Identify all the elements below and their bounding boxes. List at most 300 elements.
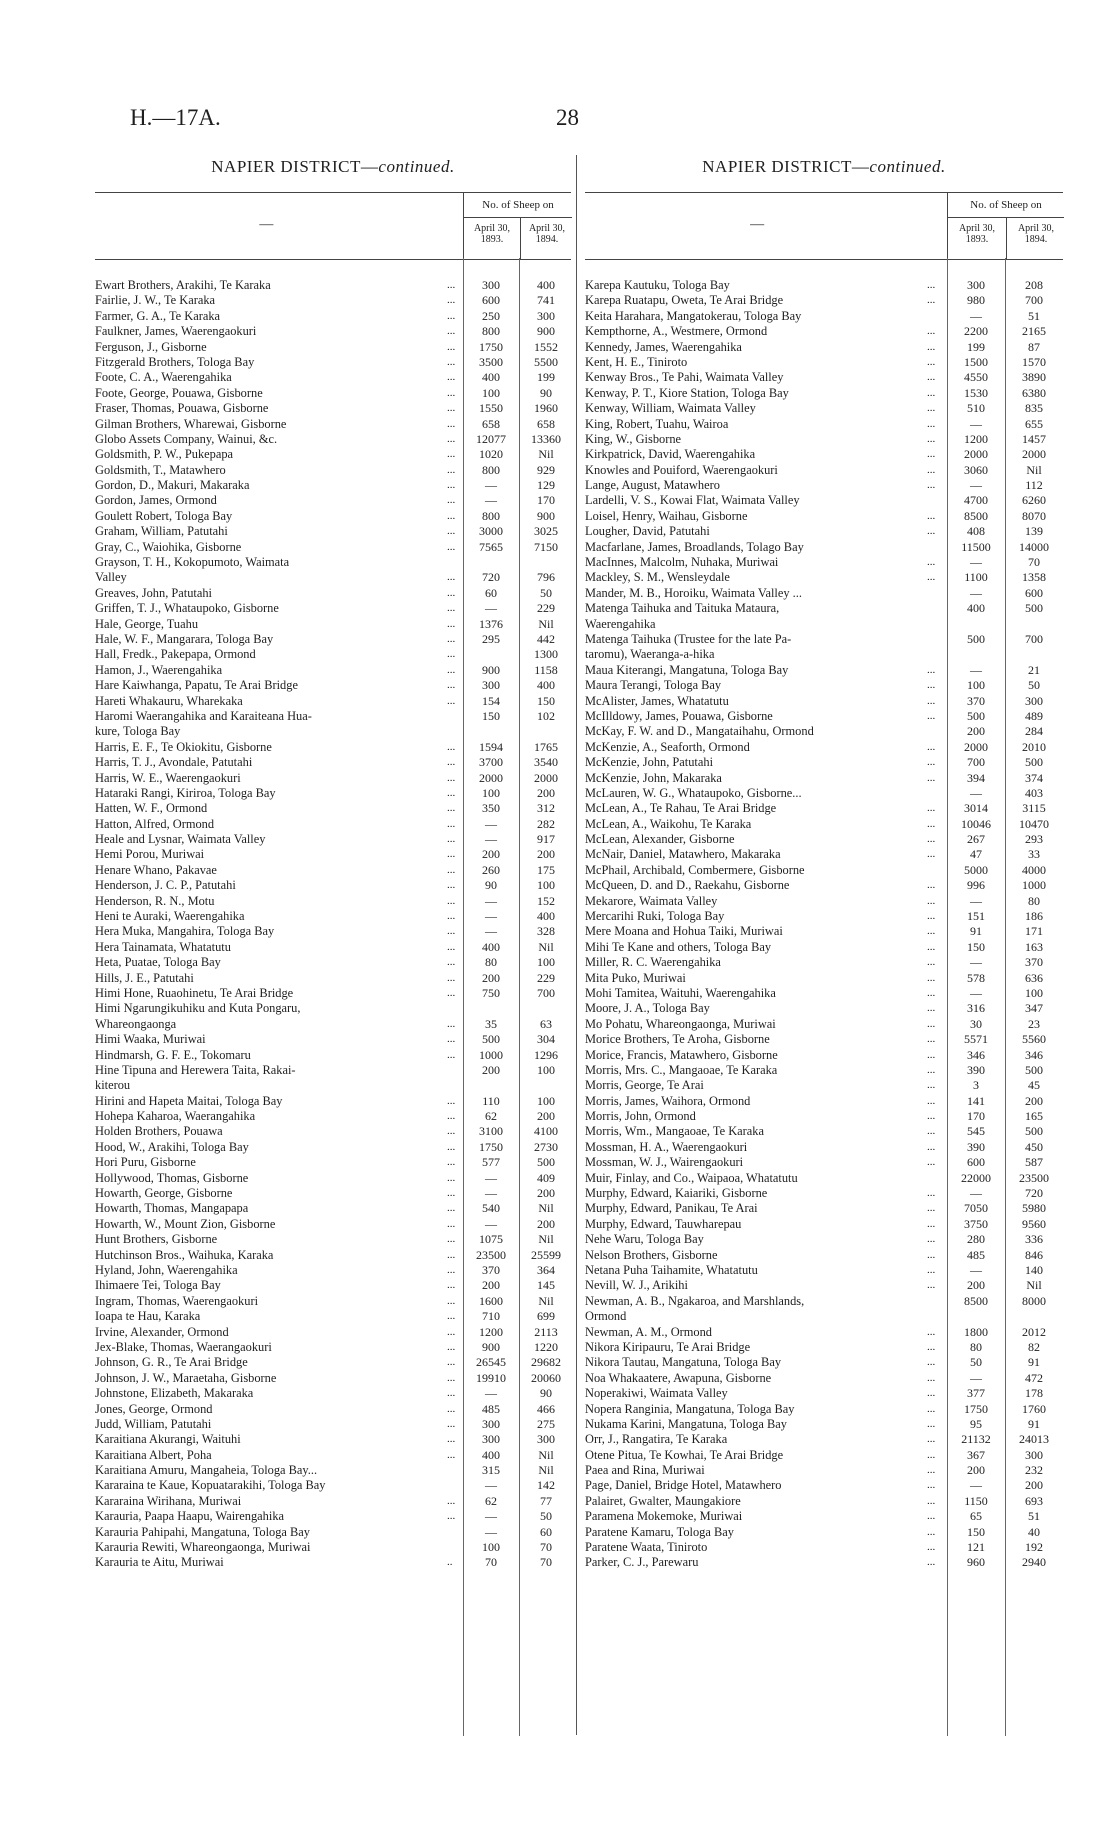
sheep-1893: 280 bbox=[967, 1232, 985, 1247]
sheep-1893: 65 bbox=[970, 1509, 982, 1524]
owner-name: Nikora Kiripauru, Te Arai Bridge bbox=[585, 1339, 751, 1354]
owner-name: Hollywood, Thomas, Gisborne bbox=[95, 1170, 249, 1185]
sheep-1894: 500 bbox=[1025, 601, 1043, 616]
table-row bbox=[95, 1540, 571, 1555]
leader-dots: ... bbox=[927, 571, 936, 584]
sheep-1893: — bbox=[485, 1386, 497, 1401]
sheep-1894: 374 bbox=[1025, 770, 1043, 785]
table-row bbox=[585, 1048, 1063, 1063]
table-row bbox=[95, 617, 571, 632]
owner-name: Hemi Porou, Muriwai bbox=[95, 847, 205, 862]
sheep-1894: 312 bbox=[537, 801, 555, 816]
table-row bbox=[585, 1494, 1063, 1509]
owner-name: McPhail, Archibald, Combermere, Gisborne bbox=[585, 862, 805, 877]
sheep-1893: 370 bbox=[482, 1263, 500, 1277]
table-row bbox=[585, 386, 1063, 401]
owner-name: Ingram, Thomas, Waerengaokuri bbox=[95, 1293, 259, 1308]
owner-name: McIlldowy, James, Pouawa, Gisborne bbox=[585, 708, 773, 723]
sheep-1894: 699 bbox=[537, 1309, 555, 1324]
owner-name: Netana Puha Taihamite, Whatatutu bbox=[585, 1263, 758, 1277]
leader-dots: ... bbox=[447, 1264, 456, 1276]
sheep-1894: 229 bbox=[537, 970, 555, 985]
table-row bbox=[585, 1555, 1063, 1570]
owner-name: Foote, George, Pouawa, Gisborne bbox=[95, 385, 263, 400]
owner-name: Howarth, Thomas, Mangapapa bbox=[95, 1201, 249, 1216]
sheep-1893: 394 bbox=[967, 770, 985, 785]
table-row bbox=[585, 617, 1063, 632]
sheep-1894: 364 bbox=[537, 1263, 555, 1277]
table-row bbox=[585, 570, 1063, 585]
sheep-1893: — bbox=[970, 585, 982, 600]
leader-dots: ... bbox=[447, 525, 456, 538]
sheep-1893: 4700 bbox=[964, 493, 988, 508]
sheep-1893: 60 bbox=[485, 585, 497, 600]
owner-name: Karauria Pahipahi, Mangatuna, Tologa Bay bbox=[95, 1524, 310, 1539]
leader-dots: ... bbox=[927, 340, 936, 353]
sheep-1894: 1760 bbox=[1022, 1401, 1046, 1416]
table-row bbox=[585, 1340, 1063, 1355]
owner-name: Kararaina Wirihana, Muriwai bbox=[95, 1493, 242, 1508]
leader-dots: ... bbox=[447, 479, 456, 492]
table-row bbox=[95, 1555, 571, 1570]
owner-name: Nevill, W. J., Arikihi bbox=[585, 1278, 688, 1293]
sheep-1894: 63 bbox=[540, 1016, 552, 1031]
sheep-1893: — bbox=[970, 785, 982, 800]
sheep-1893: 22000 bbox=[961, 1170, 991, 1185]
sheep-1893: 900 bbox=[482, 1339, 500, 1354]
table-row bbox=[95, 1140, 571, 1155]
table-row bbox=[95, 909, 571, 924]
table-row bbox=[585, 524, 1063, 539]
left-rows bbox=[95, 278, 571, 1571]
table-row bbox=[585, 1540, 1063, 1555]
owner-name: Hyland, John, Waerengahika bbox=[95, 1263, 238, 1277]
owner-name: Morice, Francis, Matawhero, Gisborne bbox=[585, 1047, 778, 1062]
owner-name: Newman, A. B., Ngakaroa, and Marshlands, bbox=[585, 1293, 805, 1308]
sheep-1893: — bbox=[485, 493, 497, 508]
sheep-1894: 2010 bbox=[1022, 739, 1046, 754]
sheep-1893: 485 bbox=[482, 1401, 500, 1416]
sheep-1894: 336 bbox=[1025, 1232, 1043, 1247]
leader-dots: ... bbox=[927, 986, 936, 999]
leader-dots: ... bbox=[447, 1202, 456, 1215]
sheep-1894: 400 bbox=[537, 278, 555, 292]
leader-dots: .. bbox=[447, 1556, 453, 1569]
table-row bbox=[585, 709, 1063, 724]
table-row bbox=[95, 740, 571, 755]
leader-dots: ... bbox=[447, 894, 456, 907]
sheep-1893: 750 bbox=[482, 985, 500, 1000]
owner-name: McKay, F. W. and D., Mangataihahu, Ormond bbox=[585, 724, 814, 739]
table-row bbox=[95, 1248, 571, 1263]
sheep-1894: Nil bbox=[538, 616, 554, 631]
table-row bbox=[585, 863, 1063, 878]
sheep-1894: 40 bbox=[1028, 1524, 1040, 1539]
leader-dots: ... bbox=[927, 740, 936, 753]
leader-dots: ... bbox=[447, 294, 456, 307]
sheep-1893: 10046 bbox=[961, 816, 991, 831]
sheep-1893: 577 bbox=[482, 1155, 500, 1170]
sheep-1894: 1158 bbox=[534, 662, 558, 677]
sheep-1894: 50 bbox=[1028, 678, 1040, 693]
sheep-1894: 1570 bbox=[1022, 354, 1046, 369]
leader-dots: ... bbox=[927, 940, 936, 953]
sheep-1894: 1296 bbox=[534, 1047, 558, 1062]
sheep-1893: 3500 bbox=[479, 354, 503, 369]
owner-name: Muir, Finlay, and Co., Waipaoa, Whatatutu bbox=[585, 1170, 798, 1185]
table-row bbox=[585, 1140, 1063, 1155]
table-row bbox=[585, 340, 1063, 355]
sheep-1894: 200 bbox=[537, 1186, 555, 1201]
owner-name: McLean, A., Waikohu, Te Karaka bbox=[585, 816, 752, 831]
table-row bbox=[95, 1186, 571, 1201]
owner-name: Hine Tipuna and Herewera Taita, Rakai- bbox=[95, 1062, 296, 1077]
table-row bbox=[585, 663, 1063, 678]
sheep-1894: 282 bbox=[537, 816, 555, 831]
sheep-1894: 370 bbox=[1025, 955, 1043, 970]
sheep-1894: 2113 bbox=[534, 1324, 558, 1339]
table-row bbox=[585, 1032, 1063, 1047]
owner-name: Morris, George, Te Arai bbox=[585, 1078, 704, 1093]
sheep-1893: 300 bbox=[482, 1416, 500, 1431]
name-column-header: — bbox=[750, 217, 765, 232]
leader-dots: ... bbox=[447, 879, 456, 892]
table-row bbox=[95, 586, 571, 601]
owner-name: Mita Puko, Muriwai bbox=[585, 970, 686, 985]
sheep-1893: 260 bbox=[482, 862, 500, 877]
sheep-1893: 390 bbox=[967, 1062, 985, 1077]
leader-dots: ... bbox=[447, 1156, 456, 1169]
table-row bbox=[95, 309, 571, 324]
table-row bbox=[585, 493, 1063, 508]
sheep-1894: 6260 bbox=[1022, 493, 1046, 508]
leader-dots: ... bbox=[927, 679, 936, 692]
table-row bbox=[95, 1309, 571, 1324]
sheep-1894: 150 bbox=[537, 693, 555, 708]
leader-dots: ... bbox=[447, 540, 456, 553]
sheep-1894: 2730 bbox=[534, 1139, 558, 1154]
leader-dots: ... bbox=[927, 709, 936, 722]
table-row bbox=[95, 509, 571, 524]
table-row bbox=[95, 1048, 571, 1063]
sheep-1894: 142 bbox=[537, 1478, 555, 1493]
sheep-1893: 370 bbox=[967, 693, 985, 708]
table-row bbox=[585, 847, 1063, 862]
table-row bbox=[585, 278, 1063, 293]
leader-dots: ... bbox=[927, 1417, 936, 1430]
sheep-1893: 400 bbox=[482, 1447, 500, 1462]
owner-name: Ihimaere Tei, Tologa Bay bbox=[95, 1278, 221, 1293]
sheep-1893: — bbox=[485, 924, 497, 939]
owner-name: Himi Waaka, Muriwai bbox=[95, 1032, 206, 1047]
sheep-1893: 658 bbox=[482, 416, 500, 431]
leader-dots: ... bbox=[927, 1525, 936, 1538]
sheep-1894: 3890 bbox=[1022, 370, 1046, 385]
table-row bbox=[585, 1155, 1063, 1170]
sheep-1893: 400 bbox=[967, 601, 985, 616]
table-row bbox=[585, 447, 1063, 462]
sheep-1893: 19910 bbox=[476, 1370, 506, 1385]
sheep-1893: 367 bbox=[967, 1447, 985, 1462]
sheep-1893: 1800 bbox=[964, 1324, 988, 1339]
sheep-1894: 700 bbox=[537, 985, 555, 1000]
sheep-1894: 655 bbox=[1025, 416, 1043, 431]
leader-dots: ... bbox=[927, 402, 936, 415]
owner-name: Hutchinson Bros., Waihuka, Karaka bbox=[95, 1247, 274, 1262]
sheep-1893: 91 bbox=[970, 924, 982, 939]
table-row bbox=[585, 909, 1063, 924]
sheep-1894: 500 bbox=[537, 1155, 555, 1170]
sheep-1894: 145 bbox=[537, 1278, 555, 1293]
leader-dots: ... bbox=[927, 1556, 936, 1569]
table-row bbox=[585, 601, 1063, 616]
table-row bbox=[585, 463, 1063, 478]
leader-dots: ... bbox=[447, 1294, 456, 1307]
owner-name: Macfarlane, James, Broadlands, Tolago Bay bbox=[585, 539, 804, 554]
sheep-1894: 10470 bbox=[1019, 816, 1049, 831]
sheep-1894: 300 bbox=[537, 1432, 555, 1447]
leader-dots: ... bbox=[447, 1279, 456, 1292]
owner-name: Hills, J. E., Patutahi bbox=[95, 970, 194, 985]
sheep-1893: 100 bbox=[967, 678, 985, 693]
sheep-1893: — bbox=[485, 893, 497, 908]
owner-name: Lardelli, V. S., Kowai Flat, Waimata Valley bbox=[585, 493, 800, 508]
sheep-1894: 200 bbox=[537, 785, 555, 800]
leader-dots: ... bbox=[447, 617, 456, 630]
table-row bbox=[95, 832, 571, 847]
table-row bbox=[95, 647, 571, 662]
table-row bbox=[95, 924, 571, 939]
table-row bbox=[95, 355, 571, 370]
owner-name: Henderson, R. N., Motu bbox=[95, 893, 215, 908]
sheep-1894: 304 bbox=[537, 1032, 555, 1047]
owner-name: Kirkpatrick, David, Waerengahika bbox=[585, 447, 756, 462]
owner-name: Noperakiwi, Waimata Valley bbox=[585, 1386, 728, 1401]
sheep-1893: — bbox=[970, 1370, 982, 1385]
sheep-1894: 2000 bbox=[1022, 447, 1046, 462]
table-row bbox=[585, 1294, 1063, 1309]
sheep-1894: Nil bbox=[538, 1201, 554, 1216]
leader-dots: ... bbox=[927, 1510, 936, 1523]
sheep-1893: 62 bbox=[485, 1109, 497, 1124]
sheep-1893: 1750 bbox=[964, 1401, 988, 1416]
sheep-1893: 800 bbox=[482, 462, 500, 477]
owner-name: Morris, John, Ormond bbox=[585, 1109, 696, 1124]
owner-name: Mohi Tamitea, Waituhi, Waerengahika bbox=[585, 985, 776, 1000]
table-row bbox=[95, 1478, 571, 1493]
table-row bbox=[95, 986, 571, 1001]
page-number: 28 bbox=[556, 105, 579, 130]
leader-dots: ... bbox=[447, 309, 456, 322]
owner-name: Judd, William, Patutahi bbox=[95, 1416, 212, 1431]
owner-name: Paramena Mokemoke, Muriwai bbox=[585, 1509, 743, 1524]
sheep-1894: 400 bbox=[537, 678, 555, 693]
sheep-1894: 29682 bbox=[531, 1355, 561, 1370]
owner-name: Valley bbox=[95, 570, 127, 585]
leader-dots: ... bbox=[447, 1187, 456, 1200]
leader-dots: ... bbox=[447, 1494, 456, 1507]
leader-dots: ... bbox=[927, 1187, 936, 1200]
column-divider bbox=[576, 155, 577, 1735]
sheep-1893: 3014 bbox=[964, 801, 988, 816]
sheep-1894: 3025 bbox=[534, 524, 558, 539]
leader-dots: ... bbox=[927, 1048, 936, 1061]
leader-dots: ... bbox=[927, 956, 936, 969]
owner-name: Howarth, George, Gisborne bbox=[95, 1186, 233, 1201]
table-row bbox=[585, 971, 1063, 986]
sheep-1893: 154 bbox=[482, 693, 500, 708]
table-row bbox=[585, 1232, 1063, 1247]
leader-dots: ... bbox=[447, 1110, 456, 1123]
sheep-1894: 500 bbox=[1025, 755, 1043, 770]
owner-name: Loisel, Henry, Waihau, Gisborne bbox=[585, 508, 748, 523]
table-row bbox=[585, 647, 1063, 662]
owner-name: Goldsmith, T., Matawhero bbox=[95, 462, 226, 477]
table-row bbox=[95, 555, 571, 570]
leader-dots: ... bbox=[927, 1156, 936, 1169]
sheep-1894: 8000 bbox=[1022, 1293, 1046, 1308]
leader-dots: ... bbox=[447, 432, 456, 445]
sheep-1893: 1020 bbox=[479, 447, 503, 462]
sheep-1894: 90 bbox=[540, 385, 552, 400]
owner-name: Jex-Blake, Thomas, Waerangaokuri bbox=[95, 1339, 272, 1354]
sheep-1894: 100 bbox=[537, 1093, 555, 1108]
table-row bbox=[95, 863, 571, 878]
sheep-1893: 200 bbox=[482, 847, 500, 862]
table-row bbox=[95, 1402, 571, 1417]
table-row bbox=[585, 1217, 1063, 1232]
sheep-1894: 5980 bbox=[1022, 1201, 1046, 1216]
owner-name: Ioapa te Hau, Karaka bbox=[95, 1309, 201, 1324]
sheep-1893: 1500 bbox=[964, 354, 988, 369]
table-row bbox=[95, 1078, 571, 1093]
sheep-1893: 62 bbox=[485, 1493, 497, 1508]
owner-name: Page, Daniel, Bridge Hotel, Matawhero bbox=[585, 1478, 782, 1493]
table-row bbox=[95, 601, 571, 616]
leader-dots: ... bbox=[927, 756, 936, 769]
owner-name: McKenzie, John, Patutahi bbox=[585, 755, 714, 770]
table-row bbox=[95, 709, 571, 724]
leader-dots: ... bbox=[927, 1217, 936, 1230]
leader-dots: ... bbox=[447, 802, 456, 815]
leader-dots: ... bbox=[447, 1217, 456, 1230]
leader-dots: ... bbox=[927, 1356, 936, 1369]
owner-name: Kennedy, James, Waerengahika bbox=[585, 339, 742, 354]
sheep-1893: 350 bbox=[482, 801, 500, 816]
leader-dots: ... bbox=[927, 663, 936, 676]
sheep-1894: 1220 bbox=[534, 1339, 558, 1354]
sheep-1894: 200 bbox=[537, 1216, 555, 1231]
owner-name: Lougher, David, Patutahi bbox=[585, 524, 710, 539]
owner-name: Kenway, William, Waimata Valley bbox=[585, 401, 756, 416]
sheep-1893: 1100 bbox=[964, 570, 988, 585]
owner-name: King, Robert, Tuahu, Wairoa bbox=[585, 416, 729, 431]
sheep-1894: 450 bbox=[1025, 1139, 1043, 1154]
sheep-1893: — bbox=[485, 1170, 497, 1185]
table-row bbox=[95, 432, 571, 447]
sheep-1894: Nil bbox=[1026, 1278, 1042, 1293]
sheep-1893: 80 bbox=[970, 1339, 982, 1354]
owner-name: Mekarore, Waimata Valley bbox=[585, 893, 718, 908]
owner-name: Hera Muka, Mangahira, Tologa Bay bbox=[95, 924, 275, 939]
sheep-1894: 232 bbox=[1025, 1463, 1043, 1478]
sheep-1893: 996 bbox=[967, 878, 985, 893]
leader-dots: ... bbox=[447, 509, 456, 522]
table-row bbox=[95, 1463, 571, 1478]
table-row bbox=[585, 1417, 1063, 1432]
table-row bbox=[95, 786, 571, 801]
table-row bbox=[585, 1478, 1063, 1493]
sheep-1893: 47 bbox=[970, 847, 982, 862]
table-row bbox=[585, 1109, 1063, 1124]
sheep-1893: 377 bbox=[967, 1386, 985, 1401]
table-row bbox=[95, 1340, 571, 1355]
leader-dots: ... bbox=[447, 1402, 456, 1415]
leader-dots: ... bbox=[447, 1140, 456, 1153]
owner-name: Karauria Rewiti, Whareongaonga, Muriwai bbox=[95, 1540, 311, 1555]
sheep-1893: 5000 bbox=[964, 862, 988, 877]
table-row bbox=[95, 1201, 571, 1216]
sheep-1894: 80 bbox=[1028, 893, 1040, 908]
right-title: NAPIER DISTRICT—continued. bbox=[702, 157, 946, 176]
leader-dots: ... bbox=[447, 340, 456, 353]
sheep-1894: 112 bbox=[1025, 478, 1043, 493]
owner-name: Mossman, W. J., Wairengaokuri bbox=[585, 1155, 744, 1170]
sheep-1893: 30 bbox=[970, 1016, 982, 1031]
sheep-1894: 82 bbox=[1028, 1339, 1040, 1354]
right-rows bbox=[585, 278, 1063, 1571]
sheep-1893: 150 bbox=[967, 939, 985, 954]
sheep-1894: 129 bbox=[537, 478, 555, 493]
sheep-1894: 900 bbox=[537, 508, 555, 523]
leader-dots: ... bbox=[927, 479, 936, 492]
sheep-1894: 442 bbox=[537, 631, 555, 646]
owner-name: Karaitiana Akurangi, Waituhi bbox=[95, 1432, 241, 1447]
owner-name: Lange, August, Matawhero bbox=[585, 478, 720, 493]
leader-dots: ... bbox=[447, 863, 456, 876]
sheep-1893: 710 bbox=[482, 1309, 500, 1324]
sheep-1893: — bbox=[970, 662, 982, 677]
table-row bbox=[95, 478, 571, 493]
leader-dots: ... bbox=[927, 417, 936, 430]
owner-name: Himi Hone, Ruaohinetu, Te Arai Bridge bbox=[95, 985, 294, 1000]
right-table-header bbox=[585, 192, 1063, 260]
sheep-1894: Nil bbox=[538, 1447, 554, 1462]
sheep-1894: 1000 bbox=[1022, 878, 1046, 893]
owner-name: Farmer, G. A., Te Karaka bbox=[95, 308, 221, 323]
sheep-1893: — bbox=[970, 308, 982, 323]
table-row bbox=[585, 771, 1063, 786]
table-row bbox=[95, 663, 571, 678]
table-row bbox=[95, 847, 571, 862]
leader-dots: ... bbox=[447, 910, 456, 923]
table-row bbox=[95, 524, 571, 539]
table-row bbox=[585, 924, 1063, 939]
sheep-1894: 400 bbox=[537, 909, 555, 924]
table-row bbox=[585, 1263, 1063, 1278]
sheep-1893: 141 bbox=[967, 1093, 985, 1108]
leader-dots: ... bbox=[447, 1433, 456, 1446]
sheep-1894: 500 bbox=[1025, 1062, 1043, 1077]
sheep-1893: 80 bbox=[485, 955, 497, 970]
owner-name: Heta, Puatae, Tologa Bay bbox=[95, 955, 221, 970]
sheep-1893: 295 bbox=[482, 631, 500, 646]
sheep-1894: 900 bbox=[537, 324, 555, 339]
sheep-1894: 20060 bbox=[531, 1370, 561, 1385]
table-row bbox=[95, 971, 571, 986]
sheep-1894: 347 bbox=[1025, 1001, 1043, 1016]
table-row bbox=[95, 1325, 571, 1340]
